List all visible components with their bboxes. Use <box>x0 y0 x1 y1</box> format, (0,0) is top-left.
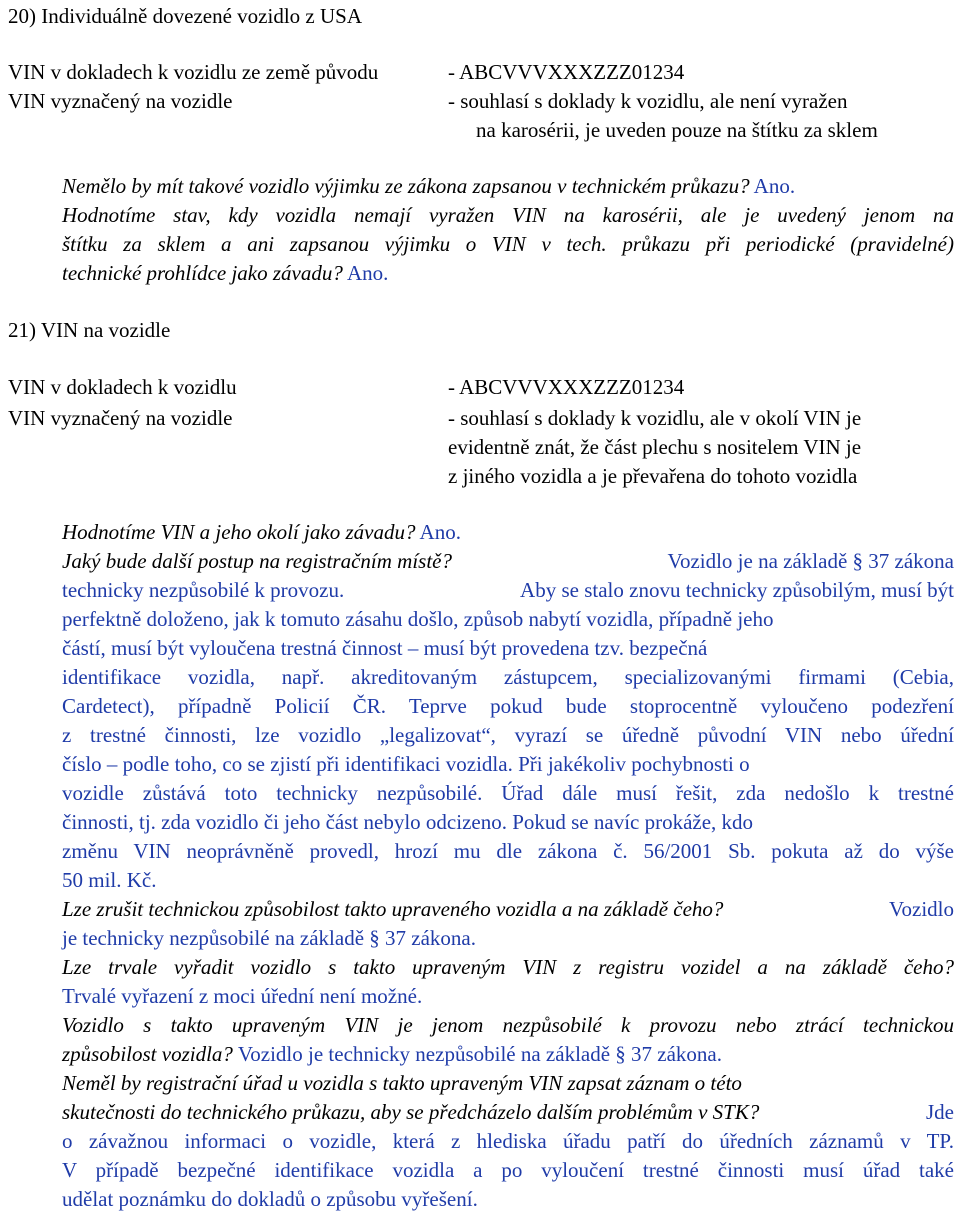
s21-a2-line9: vozidle zůstává toto technicky nezpůsobilé. Úřad dále musí řešit, zda nedošlo k trestné <box>62 781 954 805</box>
s20-question-1 <box>62 172 795 201</box>
s21-q5-line2: způsobilost vozidla? <box>62 1042 233 1066</box>
s20-row2-value-line1: - souhlasí s doklady k vozidlu, ale není vyražen <box>448 89 848 113</box>
s21-a6-line2: o závažnou informaci o vozidle, která z hlediska úřadu patří do úředních záznamů v TP. <box>62 1129 954 1153</box>
s21-a3-line1: Vozidlo <box>889 897 954 921</box>
s20-row1-label: VIN v dokladech k vozidlu ze země původu <box>8 60 379 84</box>
s20-row2-value-line2: na karosérii, je uveden pouze na štítku za sklem <box>476 118 878 142</box>
s21-q3-line <box>62 895 954 924</box>
s21-row2-value-line1: - souhlasí s doklady k vozidlu, ale v okolí VIN je <box>448 406 862 430</box>
s20-q2-line1: Hodnotíme stav, kdy vozidla nemají vyražen VIN na karosérii, ale je uvedený jenom na <box>62 203 954 227</box>
s21-a2-line6: Cardetect), případně Policií ČR. Teprve pokud bude stoprocentně vyloučeno podezření <box>62 694 954 718</box>
s20-question-2 <box>62 201 954 288</box>
section-21-heading: 21) VIN na vozidle <box>8 318 171 342</box>
s21-a2-line2: technicky nezpůsobilé k provozu. <box>62 578 345 602</box>
s21-a3-line2: je technicky nezpůsobilé na základě § 37 zákona. <box>62 926 476 950</box>
s21-row2-label: VIN vyznačený na vozidle <box>8 406 233 430</box>
s21-q6-line-2 <box>62 1098 954 1127</box>
section-20-heading: 20) Individuálně dovezené vozidlo z USA <box>8 4 362 28</box>
s21-row2-value-line2: evidentně znát, že část plechu s nositelem VIN je <box>448 435 862 459</box>
s21-q1-text: Hodnotíme VIN a jeho okolí jako závadu? <box>62 520 416 544</box>
s21-row2-value-line3: z jiného vozidla a je převařena do tohoto vozidla <box>448 464 858 488</box>
s21-a6-line3: V případě bezpečné identifikace vozidla a po vyloučení trestné činnosti musí úřad také <box>62 1158 954 1182</box>
s20-a2-text: Ano. <box>346 261 389 285</box>
s21-a2-line5: identifikace vozidla, např. akreditovaným zástupcem, specializovanými firmami (Cebia, <box>62 665 954 689</box>
s21-a2-line-2 <box>62 576 954 605</box>
s21-a4-text: Trvalé vyřazení z moci úřední není možné. <box>62 984 423 1008</box>
s21-q6-line2: skutečnosti do technického průkazu, aby se předcházelo dalším problémům v STK? <box>62 1100 760 1124</box>
s21-a6-line4: udělat poznámku do dokladů o způsobu vyřešení. <box>62 1187 478 1211</box>
s21-q4-text: Lze trvale vyřadit vozidlo s takto upraveným VIN z registru vozidel a na základě čeho? <box>62 955 954 979</box>
s21-a2-line4: částí, musí být vyloučena trestná činnost – musí být provedena tzv. bezpečná <box>62 636 708 660</box>
s20-row2-label: VIN vyznačený na vozidle <box>8 89 233 113</box>
s21-a2-line1: Vozidlo je na základě § 37 zákona <box>667 549 954 573</box>
s21-a5-text: Vozidlo je technicky nezpůsobilé na základě § 37 zákona. <box>237 1042 723 1066</box>
s21-a6-line1: Jde <box>926 1100 954 1124</box>
s21-a2-line11: změnu VIN neoprávněně provedl, hrozí mu dle zákona č. 56/2001 Sb. pokuta až do výše <box>62 839 954 863</box>
s21-q2-text: Jaký bude další postup na registračním místě? <box>62 549 453 573</box>
s21-answers-block <box>62 547 954 1214</box>
s21-q2-line <box>62 547 954 576</box>
s21-question-1 <box>62 518 461 547</box>
s21-a2-line7: z trestné činnosti, lze vozidlo „legalizovat“, vyrazí se úředně původní VIN nebo úřední <box>62 723 954 747</box>
s20-row1-value: - ABCVVVXXXZZZ01234 <box>448 60 685 84</box>
s20-q2-line3: technické prohlídce jako závadu? <box>62 261 343 285</box>
s21-q6-line1: Neměl by registrační úřad u vozidla s takto upraveným VIN zapsat záznam o této <box>62 1071 742 1095</box>
s21-q5-line1: Vozidlo s takto upraveným VIN je jenom nezpůsobilé k provozu nebo ztrácí technickou <box>62 1013 954 1037</box>
s21-a2-line8: číslo – podle toho, co se zjistí při identifikaci vozidla. Při jakékoliv pochybnosti o <box>62 752 750 776</box>
s21-a2-line3: perfektně doloženo, jak k tomuto zásahu došlo, způsob nabytí vozidla, případně jeho <box>62 607 774 631</box>
s21-a2-line12: 50 mil. Kč. <box>62 868 157 892</box>
s21-row1-label: VIN v dokladech k vozidlu <box>8 375 237 399</box>
s21-a2-rest-line2: Aby se stalo znovu technicky způsobilým, musí být <box>520 578 954 602</box>
s21-row1-value: - ABCVVVXXXZZZ01234 <box>448 375 685 399</box>
s21-a1-text: Ano. <box>419 520 461 544</box>
s21-a2-line10: činnosti, tj. zda vozidlo či jeho část nebylo odcizeno. Pokud se navíc prokáže, kdo <box>62 810 754 834</box>
s20-a1-text: Ano. <box>753 174 796 198</box>
s20-q2-line2: štítku za sklem a ani zapsanou výjimku o VIN v tech. průkazu při periodické (pravidelné) <box>62 232 954 256</box>
s21-q3-text: Lze zrušit technickou způsobilost takto upraveného vozidla a na základě čeho? <box>62 897 724 921</box>
s20-q1-text: Nemělo by mít takové vozidlo výjimku ze zákona zapsanou v technickém průkazu? <box>62 174 750 198</box>
